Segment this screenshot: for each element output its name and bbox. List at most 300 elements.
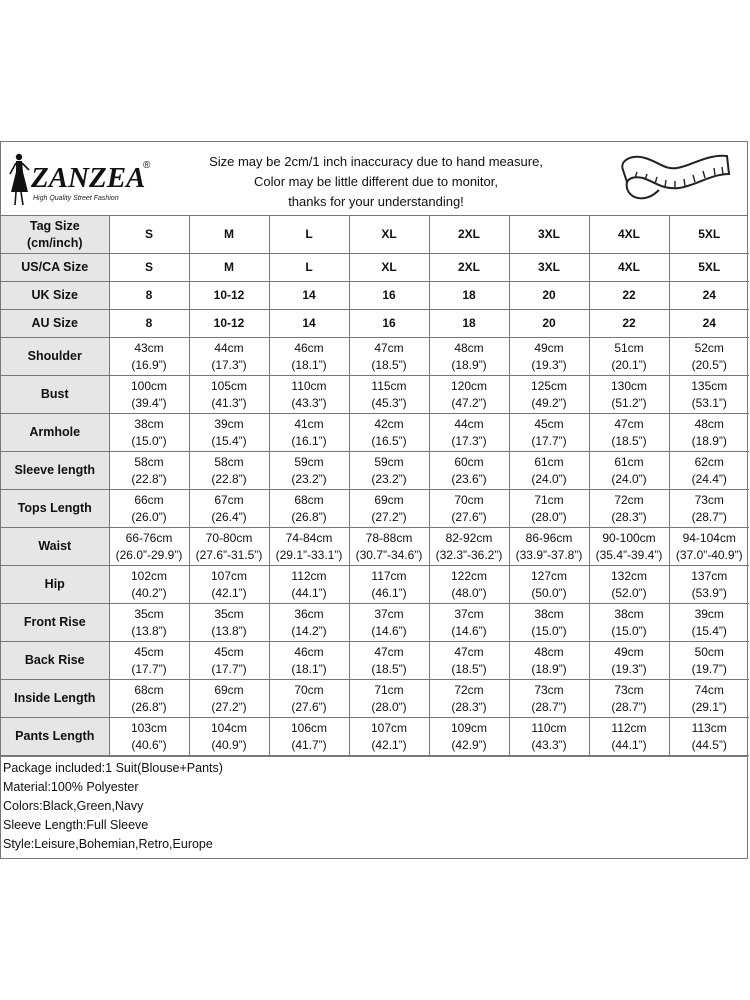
measurement-cell <box>429 414 509 452</box>
measurement-cell <box>109 376 189 414</box>
inch-value: (44.1”) <box>611 737 647 752</box>
cm-value: 71cm <box>534 492 564 507</box>
measurement-cell <box>429 642 509 680</box>
inch-value: (42.1”) <box>211 585 247 600</box>
brand-logo <box>5 152 155 207</box>
cm-value: 78-88cm <box>365 530 413 545</box>
inch-value: (42.9”) <box>451 737 487 752</box>
size-cell: 16 <box>349 282 429 310</box>
measurement-cell <box>109 680 189 718</box>
measurement-row <box>1 604 749 642</box>
inch-value: (40.2”) <box>131 585 167 600</box>
row-label: AU Size <box>1 310 109 338</box>
inch-value: (29.1”-33.1”) <box>275 547 343 562</box>
cm-value: 120cm <box>450 378 488 393</box>
measurement-cell <box>509 642 589 680</box>
cm-value: 112cm <box>611 720 647 735</box>
size-cell: 22 <box>589 310 669 338</box>
cm-value: 115cm <box>371 378 407 393</box>
inch-value: (14.2”) <box>291 623 327 638</box>
inch-value: (26.8”) <box>291 509 327 524</box>
cm-value: 102cm <box>130 568 168 583</box>
measurement-row <box>1 490 749 528</box>
size-system-row <box>1 282 749 310</box>
inch-value: (18.5”) <box>611 433 647 448</box>
measurement-cell <box>109 718 189 756</box>
brand-tagline: High Quality Street Fashion <box>33 195 119 202</box>
measurement-cell <box>669 604 749 642</box>
measurement-cell <box>589 528 669 566</box>
cm-value: 49cm <box>614 644 644 659</box>
cm-value: 49cm <box>534 340 564 355</box>
cm-value: 106cm <box>290 720 328 735</box>
row-label: Tag Size (cm/inch) <box>1 216 109 254</box>
measurement-row <box>1 718 749 756</box>
cm-value: 107cm <box>210 568 248 583</box>
measurement-cell <box>109 528 189 566</box>
measurement-cell <box>509 376 589 414</box>
size-cell: 5XL <box>669 254 749 282</box>
cm-value: 117cm <box>371 568 407 583</box>
inch-value: (20.1”) <box>611 357 647 372</box>
measurement-cell <box>429 718 509 756</box>
size-cell: 2XL <box>429 254 509 282</box>
inch-value: (37.0”-40.9”) <box>675 547 743 562</box>
cm-value: 82-92cm <box>445 530 493 545</box>
cm-value: 69cm <box>374 492 404 507</box>
size-cell: 24 <box>669 310 749 338</box>
inch-value: (16.5”) <box>371 433 407 448</box>
cm-value: 41cm <box>294 416 324 431</box>
inch-value: (41.3”) <box>211 395 247 410</box>
cm-value: 137cm <box>691 568 728 583</box>
inch-value: (22.8”) <box>131 471 167 486</box>
measurement-cell <box>349 642 429 680</box>
size-cell: XL <box>349 216 429 254</box>
cm-value: 47cm <box>614 416 644 431</box>
note-line: Package included:1 Suit(Blouse+Pants) <box>3 761 223 775</box>
size-cell: 3XL <box>509 254 589 282</box>
measurement-cell <box>669 680 749 718</box>
inch-value: (30.7”-34.6”) <box>355 547 423 562</box>
inch-value: (29.1”) <box>691 699 727 714</box>
notice-line: thanks for your understanding! <box>288 194 464 209</box>
cm-value: 46cm <box>294 340 324 355</box>
inch-value: (52.0”) <box>611 585 647 600</box>
measurement-cell <box>589 604 669 642</box>
measurement-cell <box>269 642 349 680</box>
measurement-cell <box>509 452 589 490</box>
measurement-cell <box>509 490 589 528</box>
measurement-cell <box>589 338 669 376</box>
inch-value: (28.0”) <box>531 509 567 524</box>
inch-value: (49.2”) <box>531 395 567 410</box>
inch-value: (28.7”) <box>691 509 727 524</box>
inch-value: (28.7”) <box>531 699 567 714</box>
measurement-cell <box>589 490 669 528</box>
cm-value: 37cm <box>374 606 404 621</box>
measurement-cell <box>189 528 269 566</box>
inch-value: (27.6”) <box>451 509 487 524</box>
cm-value: 48cm <box>694 416 724 431</box>
cm-value: 61cm <box>614 454 644 469</box>
inch-value: (17.7”) <box>531 433 567 448</box>
inch-value: (24.0”) <box>611 471 647 486</box>
size-cell: L <box>269 254 349 282</box>
inch-value: (18.9”) <box>531 661 567 676</box>
cm-value: 112cm <box>291 568 327 583</box>
inch-value: (16.1”) <box>291 433 327 448</box>
inch-value: (33.9”-37.8”) <box>515 547 583 562</box>
inch-value: (32.3”-36.2”) <box>435 547 503 562</box>
cm-value: 68cm <box>134 682 164 697</box>
size-cell: S <box>109 254 189 282</box>
inch-value: (42.1”) <box>371 737 407 752</box>
cm-value: 38cm <box>134 416 164 431</box>
row-label: Inside Length <box>1 680 109 718</box>
brand-name: ZANZEA <box>31 162 146 194</box>
row-label: US/CA Size <box>1 254 109 282</box>
inch-value: (18.9”) <box>451 357 487 372</box>
cm-value: 35cm <box>134 606 164 621</box>
cm-value: 60cm <box>454 454 484 469</box>
inch-value: (19.3”) <box>611 661 647 676</box>
cm-value: 47cm <box>374 644 404 659</box>
measurement-cell <box>429 452 509 490</box>
measurement-cell <box>509 414 589 452</box>
measurement-cell <box>589 452 669 490</box>
cm-value: 36cm <box>294 606 324 621</box>
cm-value: 39cm <box>694 606 724 621</box>
cm-value: 39cm <box>214 416 244 431</box>
inch-value: (27.2”) <box>211 699 247 714</box>
row-label: Tops Length <box>1 490 109 528</box>
inch-value: (27.2”) <box>371 509 407 524</box>
measurement-cell <box>189 604 269 642</box>
inch-value: (17.3”) <box>451 433 487 448</box>
inch-value: (35.4”-39.4”) <box>595 547 663 562</box>
inch-value: (17.7”) <box>211 661 247 676</box>
size-cell: 10-12 <box>189 310 269 338</box>
row-label: Pants Length <box>1 718 109 756</box>
size-cell: M <box>189 216 269 254</box>
size-cell: 4XL <box>589 254 669 282</box>
cm-value: 59cm <box>374 454 404 469</box>
measurement-cell <box>429 528 509 566</box>
inch-value: (41.7”) <box>291 737 327 752</box>
inch-value: (18.5”) <box>451 661 487 676</box>
measurement-notice <box>161 152 591 212</box>
size-cell: 18 <box>429 310 509 338</box>
cm-value: 72cm <box>614 492 644 507</box>
cm-value: 86-96cm <box>525 530 573 545</box>
header-row <box>1 216 749 254</box>
note-line: Colors:Black,Green,Navy <box>3 799 144 813</box>
inch-value: (15.0”) <box>611 623 647 638</box>
measurement-cell <box>349 338 429 376</box>
row-label: Shoulder <box>1 338 109 376</box>
measurement-cell <box>349 566 429 604</box>
inch-value: (18.1”) <box>291 357 327 372</box>
cm-value: 135cm <box>691 378 728 393</box>
size-cell: 18 <box>429 282 509 310</box>
measurement-cell <box>349 452 429 490</box>
inch-value: (13.8”) <box>211 623 247 638</box>
inch-value: (15.0”) <box>131 433 167 448</box>
inch-value: (27.6”-31.5”) <box>195 547 263 562</box>
size-system-row <box>1 254 749 282</box>
measurement-cell <box>669 528 749 566</box>
measurement-cell <box>429 376 509 414</box>
measurement-cell <box>109 642 189 680</box>
measurement-cell <box>269 566 349 604</box>
size-cell: 16 <box>349 310 429 338</box>
measurement-cell <box>669 338 749 376</box>
chart-header <box>1 142 747 216</box>
inch-value: (14.6”) <box>371 623 407 638</box>
measurement-cell <box>109 566 189 604</box>
measurement-cell <box>669 376 749 414</box>
cm-value: 44cm <box>454 416 484 431</box>
measurement-row <box>1 376 749 414</box>
cm-value: 100cm <box>130 378 168 393</box>
cm-value: 73cm <box>534 682 564 697</box>
size-cell: 8 <box>109 282 189 310</box>
measurement-cell <box>509 718 589 756</box>
cm-value: 109cm <box>450 720 488 735</box>
measurement-cell <box>269 414 349 452</box>
cm-value: 35cm <box>214 606 244 621</box>
cm-value: 37cm <box>454 606 484 621</box>
measurement-cell <box>509 604 589 642</box>
cm-value: 72cm <box>454 682 484 697</box>
inch-value: (14.6”) <box>451 623 487 638</box>
inch-value: (17.7”) <box>131 661 167 676</box>
measurement-cell <box>189 680 269 718</box>
cm-value: 113cm <box>691 720 727 735</box>
inch-value: (48.0”) <box>451 585 487 600</box>
row-label: UK Size <box>1 282 109 310</box>
measurement-cell <box>429 604 509 642</box>
inch-value: (26.4”) <box>211 509 247 524</box>
inch-value: (28.3”) <box>611 509 647 524</box>
inch-value: (24.0”) <box>531 471 567 486</box>
inch-value: (53.9”) <box>691 585 727 600</box>
size-cell: 14 <box>269 310 349 338</box>
notice-line: Size may be 2cm/1 inch inaccuracy due to hand measure, <box>209 154 543 169</box>
cm-value: 50cm <box>694 644 724 659</box>
measurement-cell <box>269 528 349 566</box>
row-label: Sleeve length <box>1 452 109 490</box>
note-line: Material:100% Polyester <box>3 780 139 794</box>
measurement-cell <box>429 338 509 376</box>
cm-value: 68cm <box>294 492 324 507</box>
inch-value: (45.3”) <box>371 395 407 410</box>
inch-value: (22.8”) <box>211 471 247 486</box>
inch-value: (13.8”) <box>131 623 167 638</box>
measurement-cell <box>349 604 429 642</box>
measurement-cell <box>669 642 749 680</box>
cm-value: 110cm <box>291 378 327 393</box>
size-cell: 20 <box>509 310 589 338</box>
inch-value: (19.3”) <box>531 357 567 372</box>
cm-value: 42cm <box>374 416 404 431</box>
inch-value: (26.0”) <box>131 509 167 524</box>
row-label: Hip <box>1 566 109 604</box>
inch-value: (39.4”) <box>131 395 167 410</box>
cm-value: 122cm <box>450 568 488 583</box>
cm-value: 59cm <box>294 454 324 469</box>
cm-value: 38cm <box>534 606 564 621</box>
cm-value: 45cm <box>534 416 564 431</box>
row-label: Back Rise <box>1 642 109 680</box>
measurement-cell <box>189 490 269 528</box>
size-cell: 24 <box>669 282 749 310</box>
size-cell: 2XL <box>429 216 509 254</box>
registered-mark: ® <box>143 160 151 171</box>
cm-value: 71cm <box>374 682 404 697</box>
measurement-cell <box>509 680 589 718</box>
cm-value: 74cm <box>694 682 724 697</box>
cm-value: 107cm <box>370 720 408 735</box>
size-cell: 3XL <box>509 216 589 254</box>
measurement-cell <box>189 566 269 604</box>
inch-value: (47.2”) <box>451 395 487 410</box>
inch-value: (23.2”) <box>291 471 327 486</box>
note-line: Style:Leisure,Bohemian,Retro,Europe <box>3 837 213 851</box>
cm-value: 70cm <box>294 682 324 697</box>
measurement-row <box>1 452 749 490</box>
size-cell: 14 <box>269 282 349 310</box>
measurement-cell <box>349 528 429 566</box>
size-cell: M <box>189 254 269 282</box>
inch-value: (23.2”) <box>371 471 407 486</box>
cm-value: 45cm <box>134 644 164 659</box>
measurement-cell <box>349 376 429 414</box>
size-cell: S <box>109 216 189 254</box>
cm-value: 105cm <box>210 378 248 393</box>
measurement-cell <box>669 718 749 756</box>
measurement-cell <box>589 376 669 414</box>
size-chart-sheet <box>0 141 748 859</box>
inch-value: (18.5”) <box>371 357 407 372</box>
inch-value: (17.3”) <box>211 357 247 372</box>
measurement-cell <box>509 566 589 604</box>
inch-value: (43.3”) <box>291 395 327 410</box>
cm-value: 38cm <box>614 606 644 621</box>
note-line: Sleeve Length:Full Sleeve <box>3 818 149 832</box>
measurement-cell <box>509 338 589 376</box>
cm-value: 70cm <box>454 492 484 507</box>
measurement-cell <box>109 452 189 490</box>
inch-value: (19.7”) <box>691 661 727 676</box>
cm-value: 94-104cm <box>682 530 736 545</box>
row-label: Waist <box>1 528 109 566</box>
cm-value: 103cm <box>130 720 168 735</box>
inch-value: (23.6”) <box>451 471 487 486</box>
measurement-cell <box>189 452 269 490</box>
cm-value: 125cm <box>530 378 568 393</box>
cm-value: 66cm <box>134 492 164 507</box>
cm-value: 45cm <box>214 644 244 659</box>
row-label: Bust <box>1 376 109 414</box>
measurement-cell <box>189 376 269 414</box>
size-table <box>1 216 749 756</box>
cm-value: 62cm <box>694 454 724 469</box>
cm-value: 66-76cm <box>125 530 173 545</box>
inch-value: (18.1”) <box>291 661 327 676</box>
size-cell: XL <box>349 254 429 282</box>
measurement-cell <box>589 414 669 452</box>
size-cell: 8 <box>109 310 189 338</box>
size-cell: 10-12 <box>189 282 269 310</box>
cm-value: 104cm <box>210 720 248 735</box>
inch-value: (16.9”) <box>131 357 167 372</box>
cm-value: 46cm <box>294 644 324 659</box>
measurement-cell <box>349 490 429 528</box>
measurement-cell <box>589 566 669 604</box>
measurement-cell <box>589 680 669 718</box>
inch-value: (20.5”) <box>691 357 727 372</box>
inch-value: (15.4”) <box>211 433 247 448</box>
cm-value: 47cm <box>374 340 404 355</box>
cm-value: 127cm <box>530 568 568 583</box>
size-cell: L <box>269 216 349 254</box>
inch-value: (28.3”) <box>451 699 487 714</box>
inch-value: (44.5”) <box>691 737 727 752</box>
measurement-cell <box>269 680 349 718</box>
measurement-cell <box>429 490 509 528</box>
inch-value: (44.1”) <box>291 585 327 600</box>
inch-value: (53.1”) <box>691 395 727 410</box>
size-system-row <box>1 310 749 338</box>
cm-value: 69cm <box>214 682 244 697</box>
cm-value: 43cm <box>134 340 164 355</box>
inch-value: (43.3”) <box>531 737 567 752</box>
inch-value: (28.0”) <box>371 699 407 714</box>
cm-value: 130cm <box>610 378 648 393</box>
measurement-cell <box>269 718 349 756</box>
cm-value: 110cm <box>531 720 567 735</box>
measurement-cell <box>269 490 349 528</box>
cm-value: 58cm <box>214 454 244 469</box>
measurement-row <box>1 680 749 718</box>
measurement-cell <box>349 680 429 718</box>
inch-value: (15.4”) <box>691 623 727 638</box>
inch-value: (18.9”) <box>691 433 727 448</box>
inch-value: (50.0”) <box>531 585 567 600</box>
measurement-cell <box>669 566 749 604</box>
inch-value: (28.7”) <box>611 699 647 714</box>
cm-value: 90-100cm <box>602 530 656 545</box>
measurement-cell <box>269 338 349 376</box>
measurement-cell <box>349 718 429 756</box>
cm-value: 58cm <box>134 454 164 469</box>
inch-value: (15.0”) <box>531 623 567 638</box>
measurement-cell <box>349 414 429 452</box>
measurement-cell <box>269 376 349 414</box>
cm-value: 67cm <box>214 492 244 507</box>
measurement-cell <box>189 642 269 680</box>
cm-value: 48cm <box>454 340 484 355</box>
cm-value: 52cm <box>694 340 724 355</box>
inch-value: (18.5”) <box>371 661 407 676</box>
row-label: Armhole <box>1 414 109 452</box>
cm-value: 61cm <box>534 454 564 469</box>
cm-value: 73cm <box>694 492 724 507</box>
cm-value: 74-84cm <box>285 530 333 545</box>
cm-value: 48cm <box>534 644 564 659</box>
